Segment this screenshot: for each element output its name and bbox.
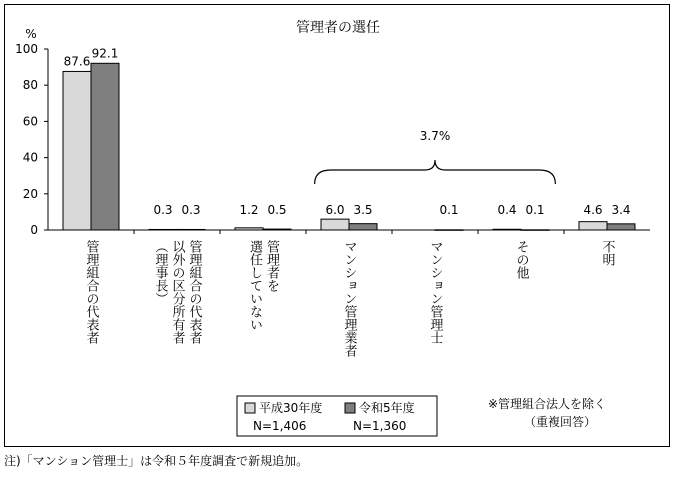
- data-label: 0.3: [181, 203, 201, 217]
- bar-r5: [435, 230, 463, 231]
- data-label: 0.3: [153, 203, 173, 217]
- chart-title: 管理者の選任: [296, 20, 380, 36]
- category-label: マンション管理士: [427, 240, 443, 344]
- category-label: 管理者を: [264, 240, 279, 292]
- data-label: 0.5: [267, 203, 287, 217]
- data-label: 3.4: [611, 203, 631, 217]
- bar-r5: [349, 224, 377, 230]
- legend-swatch: [245, 403, 255, 413]
- category-label: 不明: [599, 240, 615, 266]
- legend-label: 令和5年度: [359, 401, 415, 415]
- data-label: 0.4: [497, 203, 517, 217]
- bar-h30: [321, 219, 349, 230]
- legend-swatch: [345, 403, 355, 413]
- brace-label: 3.7%: [419, 129, 451, 143]
- bar-r5: [607, 224, 635, 230]
- data-label: 3.5: [353, 203, 373, 217]
- data-label: 0.1: [439, 203, 459, 217]
- bar-r5: [263, 229, 291, 230]
- data-label: 6.0: [325, 203, 345, 217]
- y-tick-label: 20: [22, 186, 38, 201]
- y-tick-label: 100: [15, 42, 38, 56]
- bar-r5: [177, 229, 205, 230]
- category-label: （理事長）: [152, 240, 168, 305]
- category-label: 管理組合の代表者: [186, 240, 202, 344]
- legend-sample-size: N=1,406: [253, 419, 307, 433]
- y-tick-label: 80: [22, 78, 38, 93]
- y-tick-label: 60: [22, 114, 38, 129]
- data-label: 4.6: [583, 203, 603, 217]
- brace-annotation: [315, 160, 556, 184]
- data-label: 87.6: [63, 54, 91, 69]
- category-label: 管理組合の代表者: [83, 240, 99, 344]
- footnote: 注)「マンション管理士」は令和５年度調査で新規追加。: [4, 454, 309, 468]
- data-label: 1.2: [239, 203, 259, 217]
- y-tick-label: 0: [30, 223, 38, 237]
- data-label: 92.1: [91, 46, 119, 61]
- bar-h30: [63, 71, 91, 230]
- bar-h30: [493, 229, 521, 230]
- y-axis-unit-label: %: [25, 27, 37, 41]
- side-note-line2: （重複回答）: [523, 415, 597, 429]
- legend-sample-size: N=1,360: [353, 419, 407, 433]
- bar-r5: [91, 63, 119, 230]
- category-label: 以外の区分所有者: [169, 240, 185, 344]
- bar-r5: [521, 230, 549, 231]
- bar-h30: [149, 229, 177, 230]
- bar-h30: [235, 228, 263, 230]
- side-note-line1: ※管理組合法人を除く: [488, 397, 607, 411]
- category-label: その他: [513, 240, 529, 279]
- legend-label: 平成30年度: [259, 401, 323, 415]
- y-tick-label: 40: [22, 150, 38, 165]
- data-label: 0.1: [525, 203, 545, 217]
- category-label: マンション管理業者: [341, 240, 357, 357]
- category-label: 選任していない: [247, 240, 262, 331]
- bar-h30: [579, 222, 607, 230]
